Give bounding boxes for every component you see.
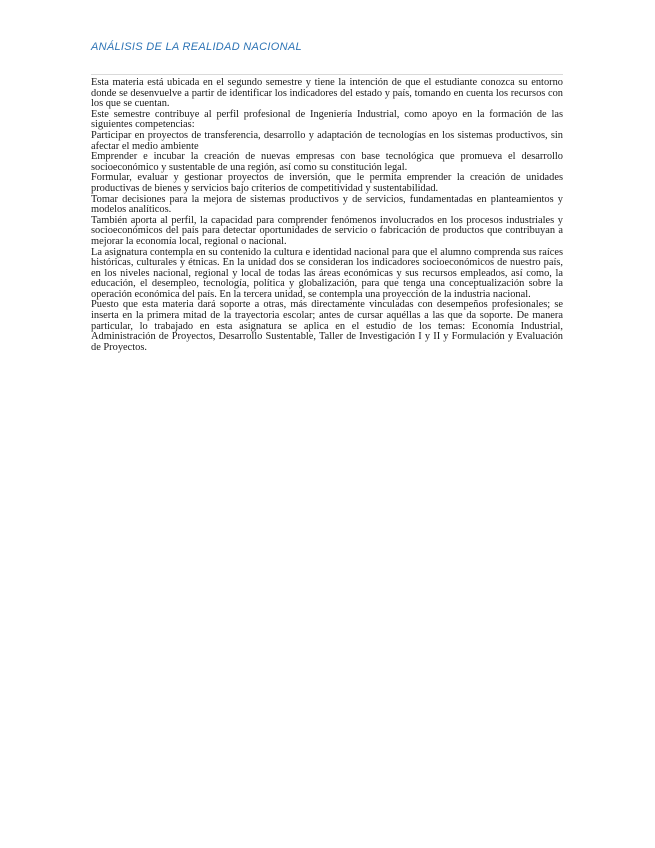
- paragraph-content: La asignatura contempla en su contenido la cultura e identidad nacional para que el alumno comprenda sus raíces históricas, culturales y étnicas. En la unidad dos se consideran los indicadores socioeconómicos de nuestro país, en los niveles nacional, regional y local de todas las áreas económicas y sus recursos empleados, así como, la educación, el desempleo, tecnología, política y globalización, para que tenga una conceptualización sobre la operación económica del país. En la tercera unidad, se contempla una proyección de la industria nacional.: [91, 246, 563, 300]
- header-title: ANÁLISIS DE LA REALIDAD NACIONAL: [91, 41, 302, 53]
- paragraph-competency-1: Participar en proyectos de transferencia, desarrollo y adaptación de tecnologías en los sistemas productivos, sin afectar el medio ambiente: [91, 129, 563, 152]
- paragraph-support: Puesto que esta materia dará soporte a otras, más directamente vinculadas con desempeños profesionales; se inserta en la primera mitad de la trayectoria escolar; antes de cursar aquéllas a las que da soporte. De manera particular, lo trabajado en esta asignatura se aplica en el estudio de los temas: Economía Industrial, Administración de Proyectos, Desarrollo Sustentable, Taller de Investigación I y II y Formulación y Evaluación de Proyectos.: [91, 299, 563, 353]
- paragraph-intro: Esta materia está ubicada en el segundo semestre y tiene la intención de que el estudiante conozca su entorno donde se desenvuelve a partir de identificar los indicadores del estado y país, tomando en cuenta los recursos con los que se cuentan.: [91, 77, 563, 110]
- paragraph-contribution: Este semestre contribuye al perfil profesional de Ingeniería Industrial, como apoyo en la formación de las siguientes competencias:: [91, 108, 563, 131]
- paragraph-competency-4: Tomar decisiones para la mejora de sistemas productivos y de servicios, fundamentadas en planteamientos y modelos analíticos.: [91, 193, 563, 216]
- document-body: [91, 74, 563, 353]
- paragraph-profile: También aporta al perfil, la capacidad para comprender fenómenos involucrados en los procesos industriales y socioeconómicos del país para detectar oportunidades de servicio o fabricación de productos que contribuyan a mejorar la economía local, regional o nacional.: [91, 214, 563, 247]
- paragraph-competency-3: Formular, evaluar y gestionar proyectos de inversión, que le permita emprender la creación de unidades productivas de bienes y servicios bajo criterios de competitividad y sustentabilidad.: [91, 172, 563, 194]
- paragraph-competency-2: Emprender e incubar la creación de nuevas empresas con base tecnológica que promueva el desarrollo socioeconómico y sustentable de una región, así como su constitución legal.: [91, 151, 563, 173]
